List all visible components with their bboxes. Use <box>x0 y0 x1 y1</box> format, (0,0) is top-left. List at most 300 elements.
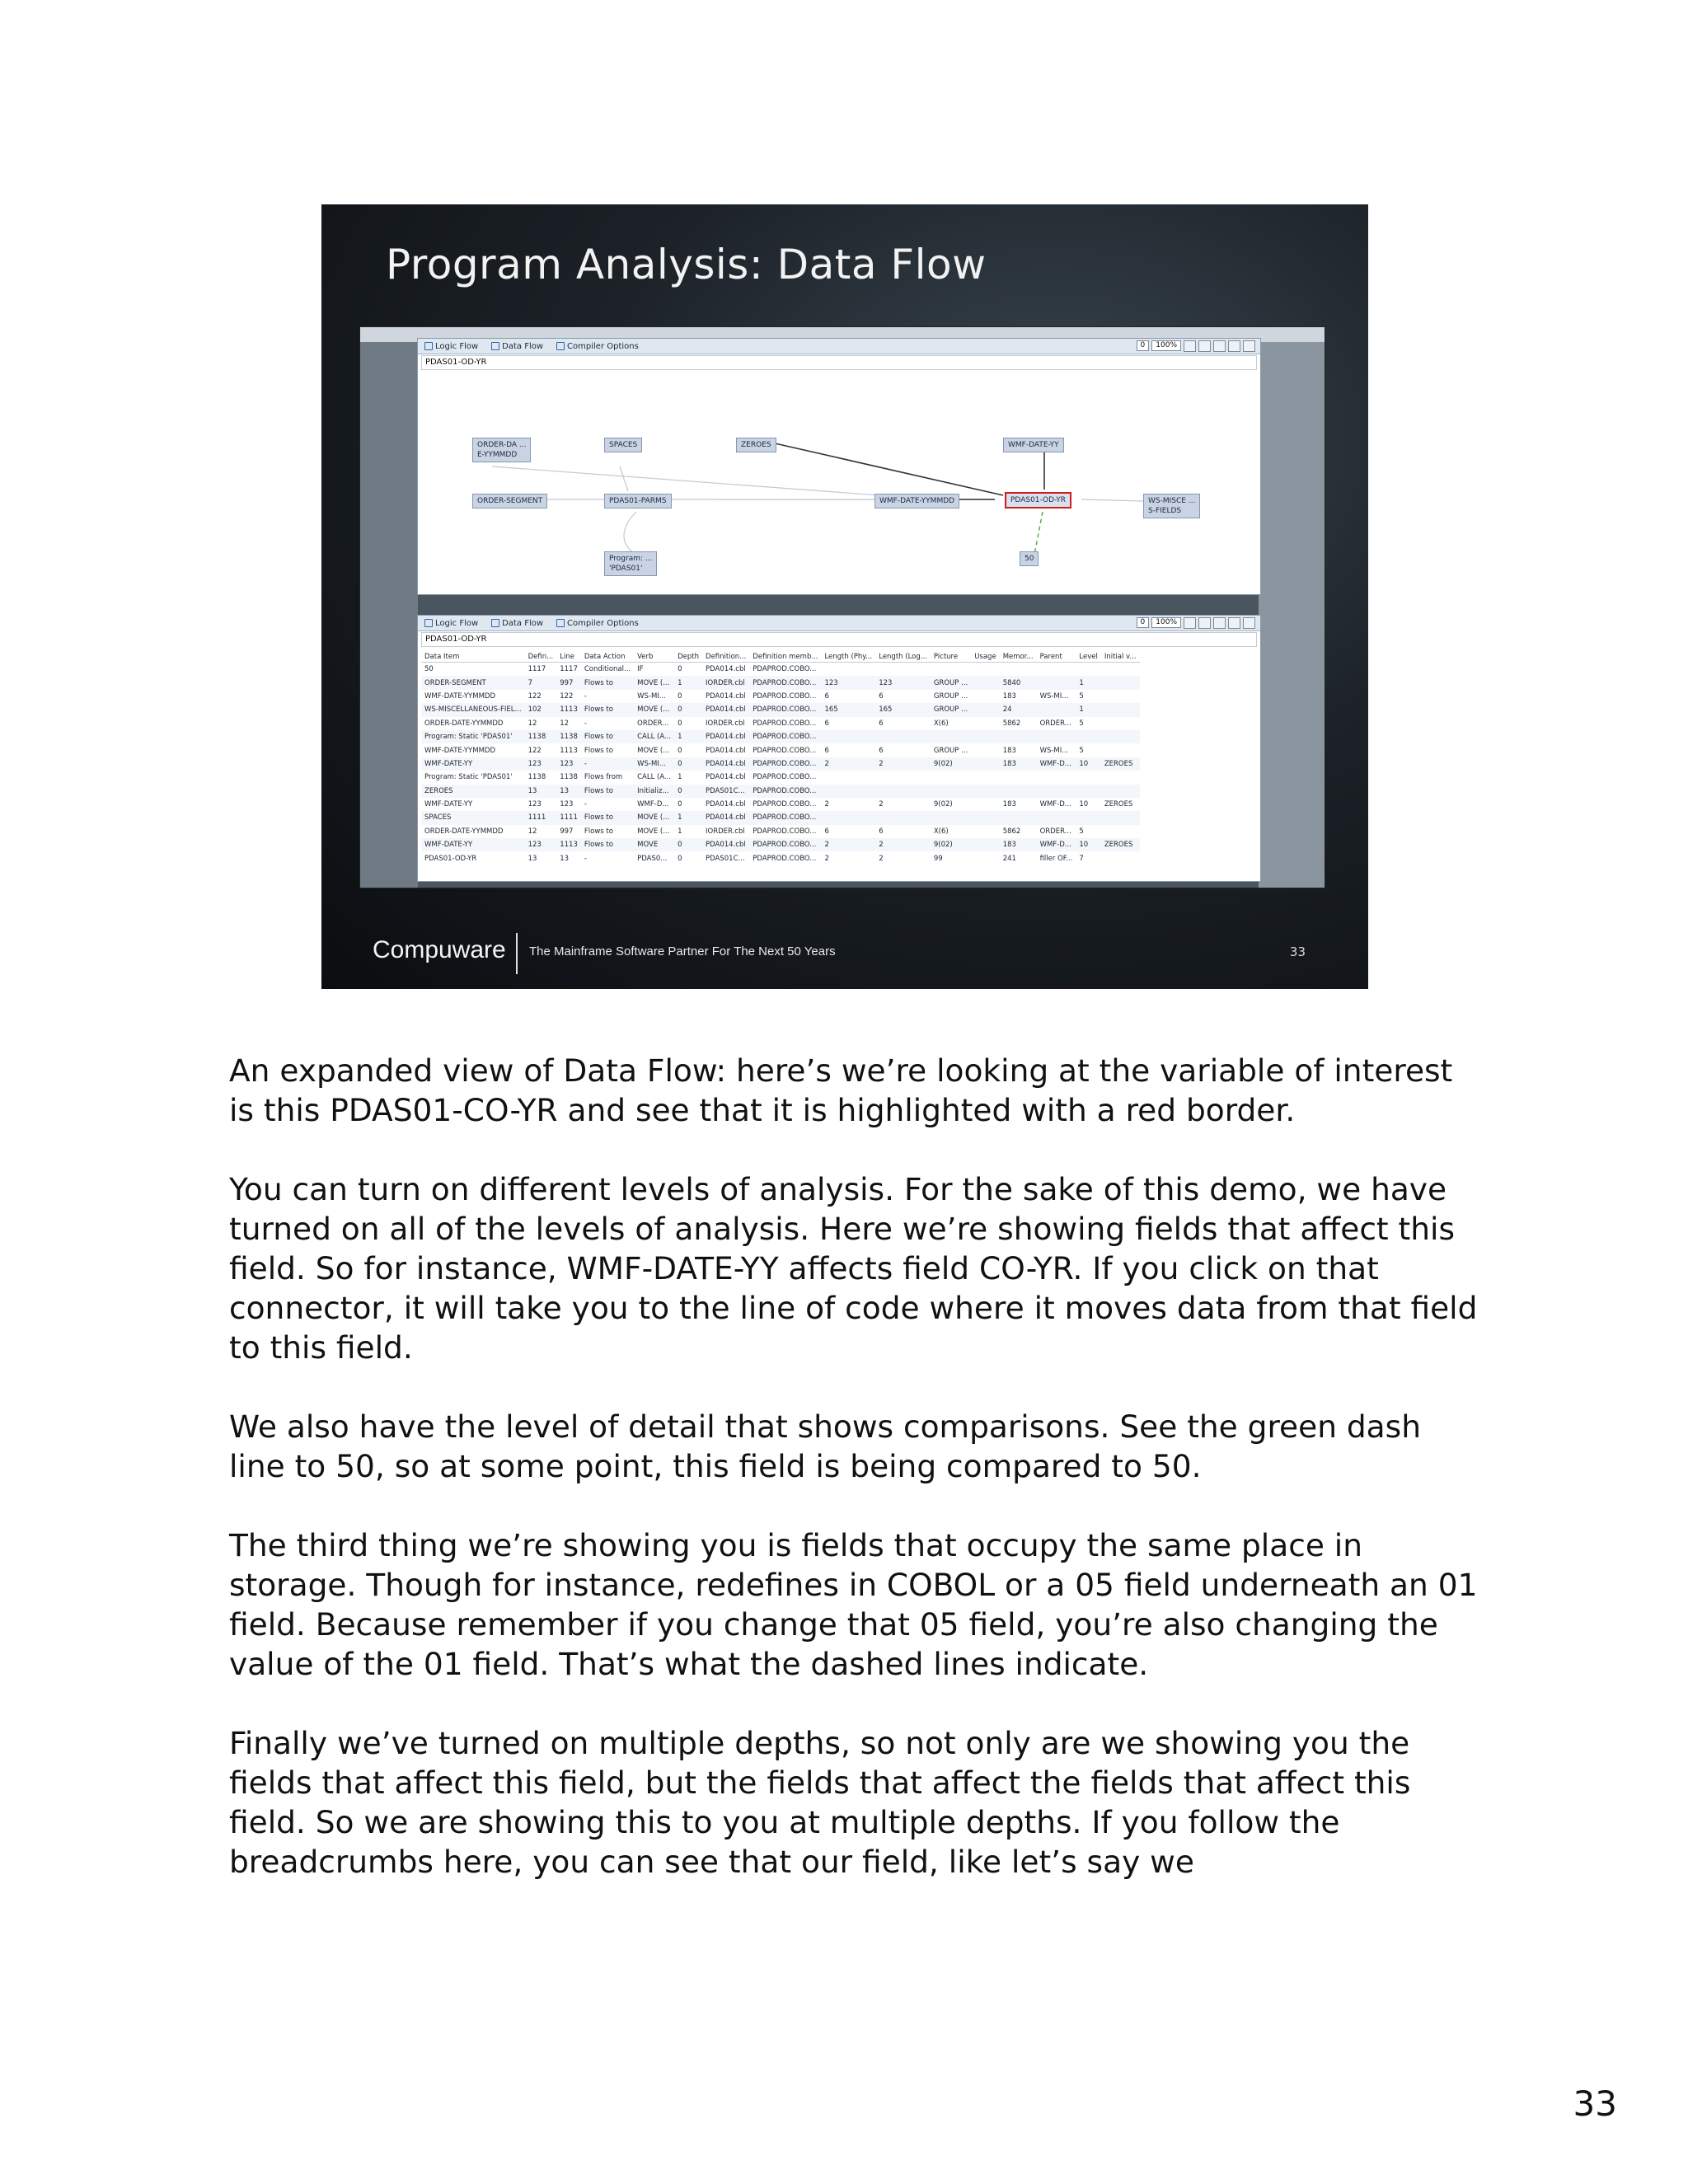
table-row[interactable] <box>421 730 1140 743</box>
table-cell: 6 <box>879 746 884 755</box>
table-cell: PDA014.cbl <box>706 746 746 755</box>
table-cell <box>971 663 999 677</box>
tab-data-flow[interactable]: Data Flow <box>485 619 550 628</box>
table-cell <box>1037 676 1076 689</box>
table-cell: PDAS01-OD-YR <box>424 854 477 863</box>
tab-compiler-options[interactable]: Compiler Options <box>550 342 645 351</box>
table-cell: 123 <box>525 838 557 851</box>
table-cell: WMF-DATE-YY <box>424 800 473 809</box>
notes-paragraph: The third thing we’re showing you is fields that occupy the same place in storage. Though for instance, redefines in COBOL or a 05 field underneath an 01 field. Because remember if you change that 05 field, you’re also changing the value of the 01 field. That’s what the dashed lines indicate. <box>229 1527 1478 1682</box>
table-cell: PDA014.cbl <box>706 691 746 701</box>
table-cell: 1113 <box>556 838 581 851</box>
table-cell: Program: Static 'PDAS01' <box>424 773 513 782</box>
tab-logic-flow[interactable]: Logic Flow <box>418 342 485 351</box>
graph-node-focused[interactable]: PDAS01-OD-YR <box>1005 492 1071 509</box>
table-cell: PDA014.cbl <box>702 757 749 771</box>
table-cell: 2 <box>875 757 931 771</box>
tab-data-flow[interactable]: Data Flow <box>485 342 550 351</box>
graph-node[interactable]: SPACES <box>604 438 642 452</box>
graph-node[interactable]: 50 <box>1020 551 1039 566</box>
table-column-header[interactable]: Defin... <box>525 652 557 663</box>
connector <box>624 512 636 555</box>
table-cell: CALL (A... <box>634 730 674 743</box>
table-cell: IORDER.cbl <box>706 827 745 836</box>
table-cell: PDAPROD.COBO... <box>749 757 821 771</box>
table-row[interactable] <box>421 703 1140 716</box>
logic-flow-icon <box>424 619 433 627</box>
table-cell: 0 <box>674 838 702 851</box>
table-cell: - <box>584 719 587 728</box>
table-cell: 0 <box>678 800 682 809</box>
table-cell: 10 <box>1076 757 1100 771</box>
table-cell: IORDER.cbl <box>702 676 749 689</box>
table-cell: X(6) <box>933 827 949 836</box>
table-cell: 0 <box>678 854 682 863</box>
table-cell: 997 <box>560 827 574 836</box>
table-cell: WMF-D... <box>1037 838 1076 851</box>
table-cell <box>1037 730 1076 743</box>
graph-node[interactable]: PDAS01-PARMS <box>604 494 672 509</box>
table-cell: PDAPROD.COBO... <box>749 838 821 851</box>
table-body <box>421 663 1140 865</box>
table-cell: 1 <box>674 811 702 824</box>
table-cell <box>931 811 971 824</box>
table-column-header[interactable]: Data Item <box>421 652 525 663</box>
table-cell: MOVE (... <box>634 676 674 689</box>
table-cell <box>821 771 875 784</box>
table-panel-tabs <box>418 616 1260 631</box>
table-cell: ORDER-DATE-YYMMDD <box>424 719 504 728</box>
table-cell: IORDER.cbl <box>706 719 745 728</box>
table-cell: 122 <box>528 746 542 755</box>
table-row[interactable] <box>421 785 1140 798</box>
graph-node[interactable]: ZEROES <box>736 438 776 452</box>
table-cell: GROUP ... <box>933 746 968 755</box>
graph-node[interactable]: WS-MISCE ... S-FIELDS <box>1143 494 1200 518</box>
table-column-header[interactable]: Picture <box>931 652 971 663</box>
table-cell: filler OF... <box>1039 854 1073 863</box>
table-column-header[interactable]: Definition... <box>702 652 749 663</box>
zoom-select[interactable]: 100% <box>1151 617 1181 628</box>
table-cell: MOVE (... <box>637 827 670 836</box>
table-cell: ORDER-DATE-YYMMDD <box>424 827 504 836</box>
graph-node[interactable]: WMF-DATE-YY <box>1003 438 1064 452</box>
table-cell: 24 <box>1000 703 1037 716</box>
notes-paragraph: We also have the level of detail that shows comparisons. See the green dash line to 50, so at some point, this field is being compared to 50. <box>229 1408 1421 1484</box>
table-column-header[interactable]: Length (Log... <box>875 652 931 663</box>
table-row[interactable] <box>421 811 1140 824</box>
table-cell <box>1076 811 1100 824</box>
table-cell: PDA014.cbl <box>702 811 749 824</box>
table-cell: 13 <box>528 854 537 863</box>
tab-compiler-options[interactable]: Compiler Options <box>550 619 645 628</box>
table-cell: PDAPROD.COBO... <box>749 730 821 743</box>
table-column-header[interactable]: Initial v... <box>1101 652 1140 663</box>
table-cell: 1 <box>674 730 702 743</box>
table-row[interactable] <box>421 717 1140 730</box>
table-cell: 123 <box>525 757 557 771</box>
table-cell: 1 <box>1076 676 1100 689</box>
table-cell: 2 <box>875 838 931 851</box>
table-cell <box>1101 703 1140 716</box>
table-cell: 1111 <box>525 811 557 824</box>
table-cell <box>1101 771 1140 784</box>
connector <box>1081 499 1143 501</box>
table-cell: 1117 <box>560 665 578 674</box>
table-cell <box>1000 730 1037 743</box>
table-cell: 1 <box>678 827 682 836</box>
table-column-header[interactable]: Line <box>556 652 581 663</box>
table-cell: MOVE (... <box>634 703 674 716</box>
table-cell: 122 <box>528 691 542 701</box>
table-cell: CALL (A... <box>637 773 672 782</box>
table-cell: WS-MI... <box>1039 691 1069 701</box>
table-cell: 0 <box>678 746 682 755</box>
table-cell: 2 <box>879 854 884 863</box>
graph-node[interactable]: ORDER-SEGMENT <box>472 494 547 509</box>
speaker-notes <box>229 1051 1482 1921</box>
table-cell: ORDER-SEGMENT <box>421 676 525 689</box>
table-cell <box>931 771 971 784</box>
table-cell <box>971 743 999 757</box>
table-row[interactable] <box>421 757 1140 771</box>
table-cell: 5 <box>1079 719 1084 728</box>
table-column-header[interactable]: Usage <box>971 652 999 663</box>
table-cell: PDA014.cbl <box>706 773 746 782</box>
footer-divider <box>516 933 518 974</box>
table-cell: WS-MI... <box>1039 746 1069 755</box>
table-cell: WS-MISCELLANEOUS-FIEL... <box>421 703 525 716</box>
connector <box>764 441 1003 495</box>
table-cell: PDAPROD.COBO... <box>753 800 817 809</box>
slide-image <box>321 204 1368 989</box>
app-sidebar <box>360 342 418 888</box>
table-cell: 183 <box>1002 746 1016 755</box>
table-cell: 6 <box>824 827 829 836</box>
slide-number: 33 <box>1289 944 1306 959</box>
table-toolbar <box>1137 617 1255 629</box>
table-cell: PDAPROD.COBO... <box>753 746 817 755</box>
table-cell: Flows to <box>581 785 634 798</box>
table-row[interactable] <box>421 838 1140 851</box>
table-cell: - <box>584 800 587 809</box>
table-cell: GROUP ... <box>931 676 971 689</box>
table-cell <box>1101 730 1140 743</box>
table-cell <box>971 785 999 798</box>
table-cell: PDA014.cbl <box>706 665 746 674</box>
table-cell <box>1076 771 1100 784</box>
table-cell: 2 <box>821 838 875 851</box>
table-cell: 6 <box>879 827 884 836</box>
table-cell: Flows to <box>581 730 634 743</box>
table-cell: 50 <box>424 665 434 674</box>
table-cell <box>1101 717 1140 730</box>
table-cell <box>875 663 931 677</box>
table-cell: 2 <box>821 757 875 771</box>
table-cell <box>931 785 971 798</box>
table-cell: 5862 <box>1002 719 1021 728</box>
table-cell <box>1101 743 1140 757</box>
table-cell: 10 <box>1079 800 1089 809</box>
table-cell: 7 <box>525 676 557 689</box>
table-cell <box>971 703 999 716</box>
table-cell: 6 <box>824 719 829 728</box>
table-cell: 9(02) <box>933 800 953 809</box>
table-cell: MOVE (... <box>637 746 670 755</box>
table-cell: 241 <box>1002 854 1016 863</box>
table-cell <box>875 785 931 798</box>
table-cell <box>971 690 999 703</box>
table-cell <box>1101 676 1140 689</box>
table-cell: ORDER... <box>1039 719 1071 728</box>
slide-title: Program Analysis: Data Flow <box>386 241 987 288</box>
table-cell: MOVE <box>634 838 674 851</box>
table-cell: WMF-DATE-YY <box>421 838 525 851</box>
table-cell <box>931 730 971 743</box>
graph-node[interactable]: Program: ... 'PDAS01' <box>604 551 657 576</box>
table-cell: PDAS01C... <box>706 854 745 863</box>
table-cell: PDAPROD.COBO... <box>749 811 821 824</box>
table-cell: PDAS0... <box>637 854 668 863</box>
table-cell: 5 <box>1079 746 1084 755</box>
table-cell <box>1076 785 1100 798</box>
table-cell: X(6) <box>933 719 949 728</box>
toolbar-button[interactable] <box>1228 617 1240 629</box>
table-header-row <box>421 652 1140 663</box>
table-cell <box>1101 825 1140 838</box>
graph-path-field[interactable]: PDAS01-OD-YR <box>421 355 1257 370</box>
table-row[interactable] <box>421 798 1140 811</box>
table-cell: 6 <box>824 746 829 755</box>
table-cell: MOVE (... <box>634 811 674 824</box>
table-cell: 102 <box>525 703 557 716</box>
table-cell <box>1101 690 1140 703</box>
table-cell: WMF-DATE-YYMMDD <box>424 691 496 701</box>
table-cell <box>1101 851 1140 865</box>
table-cell: GROUP ... <box>931 703 971 716</box>
table-cell: 123 <box>560 800 574 809</box>
table-cell: 165 <box>875 703 931 716</box>
table-cell <box>971 757 999 771</box>
table-column-header[interactable]: Definition memb... <box>749 652 821 663</box>
table-cell: GROUP ... <box>933 691 968 701</box>
table-cell <box>1037 703 1076 716</box>
table-column-header[interactable]: Length (Phy... <box>821 652 875 663</box>
table-row[interactable] <box>421 825 1140 838</box>
table-cell: PDAS01C... <box>702 785 749 798</box>
table-cell: 2 <box>879 800 884 809</box>
table-cell <box>1037 785 1076 798</box>
table-cell: 5 <box>1079 827 1084 836</box>
table-cell: WMF-D... <box>637 800 669 809</box>
table-cell: WMF-DATE-YY <box>421 757 525 771</box>
tab-logic-flow[interactable]: Logic Flow <box>418 619 485 628</box>
table-cell: PDAPROD.COBO... <box>753 691 817 701</box>
table-cell: 0 <box>678 719 682 728</box>
table-cell <box>821 785 875 798</box>
table-cell: 12 <box>528 719 537 728</box>
table-cell: WMF-D... <box>1039 800 1071 809</box>
table-cell: 1138 <box>556 730 581 743</box>
table-cell <box>1101 811 1140 824</box>
table-cell: 99 <box>933 854 943 863</box>
table-cell: 1 <box>674 676 702 689</box>
table-cell: 0 <box>678 691 682 701</box>
table-cell: ZEROES <box>1101 838 1140 851</box>
table-cell: 123 <box>875 676 931 689</box>
table-cell <box>1101 663 1140 677</box>
table-cell <box>1101 785 1140 798</box>
table-row[interactable] <box>421 676 1140 689</box>
table-cell: 10 <box>1076 838 1100 851</box>
table-cell: 1 <box>1076 703 1100 716</box>
toolbar-button[interactable] <box>1198 617 1211 629</box>
table-column-header[interactable]: Data Action <box>581 652 634 663</box>
table-cell: SPACES <box>421 811 525 824</box>
table-cell: 7 <box>1079 854 1084 863</box>
table-cell: ORDER... <box>637 719 669 728</box>
table-column-header[interactable]: Parent <box>1037 652 1076 663</box>
table-cell <box>875 730 931 743</box>
table-cell: 0 <box>678 665 682 674</box>
footer-tagline: The Mainframe Software Partner For The Next 50 Years <box>529 944 836 958</box>
table-cell: ORDER... <box>1039 827 1071 836</box>
compuware-logo: Compuware <box>373 936 506 963</box>
graph-node[interactable]: ORDER-DA ... E-YYMMDD <box>472 438 531 462</box>
table-cell: 123 <box>556 757 581 771</box>
table-cell <box>1037 771 1076 784</box>
table-cell: 2 <box>824 854 829 863</box>
table-cell: Flows to <box>584 827 613 836</box>
table-cell <box>931 663 971 677</box>
table-cell: - <box>584 691 587 701</box>
table-cell: 5862 <box>1002 827 1021 836</box>
table-cell: ZEROES <box>421 785 525 798</box>
toolbar-button[interactable] <box>1213 617 1226 629</box>
table-cell: 183 <box>1002 691 1016 701</box>
table-cell: 12 <box>560 719 570 728</box>
table-cell: WMF-D... <box>1037 757 1076 771</box>
table-cell: - <box>581 757 634 771</box>
table-cell <box>971 811 999 824</box>
table-cell <box>971 771 999 784</box>
table-cell <box>971 798 999 811</box>
slide-footer <box>321 921 1368 989</box>
table-cell: - <box>584 854 587 863</box>
table-row[interactable] <box>421 690 1140 703</box>
zoom-step-field[interactable]: 0 <box>1137 340 1150 351</box>
table-cell: 183 <box>1000 838 1037 851</box>
table-cell <box>1037 663 1076 677</box>
table-cell: PDAPROD.COBO... <box>753 665 817 674</box>
table-cell: 1117 <box>528 665 546 674</box>
connector <box>492 466 879 495</box>
table-cell: PDAPROD.COBO... <box>749 785 821 798</box>
table-cell: 9(02) <box>931 838 971 851</box>
table-cell: Conditional... <box>584 665 631 674</box>
table-column-header[interactable]: Level <box>1076 652 1100 663</box>
table-cell: PDAPROD.COBO... <box>749 676 821 689</box>
table-cell: 6 <box>824 691 829 701</box>
table-cell: PDA014.cbl <box>706 800 746 809</box>
table-cell: 6 <box>879 691 884 701</box>
app-right-pane <box>1259 342 1325 888</box>
table-cell: 1138 <box>525 730 557 743</box>
table-row[interactable] <box>421 663 1140 677</box>
table-cell: 13 <box>556 785 581 798</box>
notes-paragraph: An expanded view of Data Flow: here’s we’re looking at the variable of interest is this PDAS01-CO-YR and see that it is highlighted with a red border. <box>229 1052 1453 1128</box>
table-cell: 5840 <box>1000 676 1037 689</box>
table-cell: Flows from <box>584 773 623 782</box>
table-cell: 997 <box>556 676 581 689</box>
table-cell <box>971 851 999 865</box>
table-cell: PDAPROD.COBO... <box>753 719 817 728</box>
table-cell <box>1000 785 1037 798</box>
table-cell: PDA014.cbl <box>702 838 749 851</box>
toolbar-button[interactable] <box>1184 617 1196 629</box>
table-row[interactable] <box>421 851 1140 865</box>
table-cell: 13 <box>525 785 557 798</box>
table-cell <box>971 825 999 838</box>
table-cell: 165 <box>821 703 875 716</box>
table-cell: 9(02) <box>931 757 971 771</box>
table-cell <box>1000 663 1037 677</box>
table-column-header[interactable]: Depth <box>674 652 702 663</box>
comparison-connector <box>1034 512 1043 555</box>
graph-connectors <box>418 339 1260 594</box>
table-cell: ZEROES <box>1104 800 1133 809</box>
table-path-field[interactable]: PDAS01-OD-YR <box>421 632 1257 647</box>
zoom-select[interactable]: 100% <box>1151 340 1181 351</box>
data-flow-icon <box>491 619 499 627</box>
table-cell: Flows to <box>581 676 634 689</box>
table-cell: PDAPROD.COBO... <box>753 827 817 836</box>
table-cell: 12 <box>528 827 537 836</box>
table-cell: 1 <box>678 773 682 782</box>
table-row[interactable] <box>421 771 1140 784</box>
table-cell <box>1000 811 1037 824</box>
table-cell: IF <box>637 665 644 674</box>
table-cell: 1111 <box>556 811 581 824</box>
data-flow-graph-panel <box>417 338 1261 595</box>
graph-node[interactable]: WMF-DATE-YYMMDD <box>874 494 959 509</box>
table-cell: 123 <box>528 800 542 809</box>
page-number: 33 <box>1573 2083 1617 2124</box>
data-flow-table-panel <box>417 615 1261 882</box>
table-cell: 1138 <box>528 773 546 782</box>
table-cell: WS-MI... <box>634 757 674 771</box>
table-cell: 6 <box>879 719 884 728</box>
table-column-header[interactable]: Memor... <box>1000 652 1037 663</box>
toolbar-button[interactable] <box>1243 617 1255 629</box>
table-cell: Initializ... <box>634 785 674 798</box>
table-cell <box>875 771 931 784</box>
table-cell: 183 <box>1002 800 1016 809</box>
table-column-header[interactable]: Verb <box>634 652 674 663</box>
table-cell: Flows to <box>584 746 613 755</box>
notes-paragraph: Finally we’ve turned on multiple depths, so not only are we showing you the fields that affect this field, but the fields that affect the fields that affect this field. So we are showing this to you at multiple depths. If you follow the breadcrumbs here, you can see that our field, like let’s say we <box>229 1725 1411 1880</box>
table-cell <box>821 663 875 677</box>
table-cell <box>1076 730 1100 743</box>
table-cell <box>971 676 999 689</box>
connector <box>620 466 628 491</box>
table-cell: 123 <box>821 676 875 689</box>
table-row[interactable] <box>421 743 1140 757</box>
zoom-step-field[interactable]: 0 <box>1137 617 1150 628</box>
table-cell <box>875 811 931 824</box>
table-cell: PDAPROD.COBO... <box>749 703 821 716</box>
table-cell: Flows to <box>581 811 634 824</box>
